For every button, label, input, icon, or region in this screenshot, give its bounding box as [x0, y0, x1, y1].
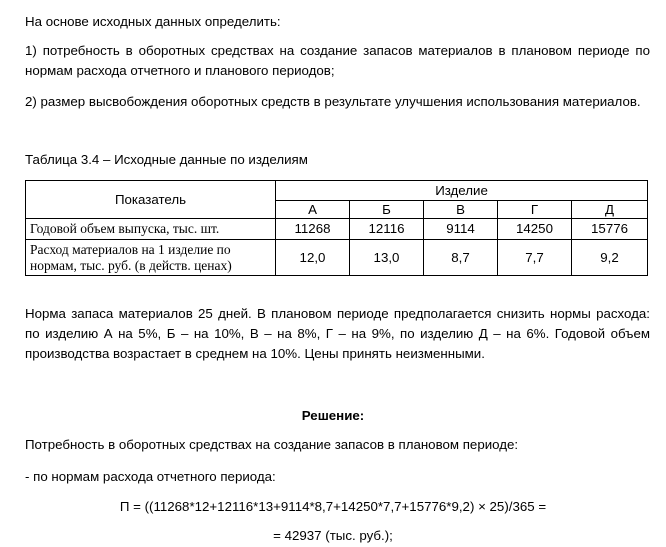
cell-value: 9,2 [572, 240, 648, 276]
product-col-g: Г [498, 201, 572, 219]
solution-heading: Решение: [301, 408, 365, 423]
cell-value: 14250 [498, 219, 572, 240]
row-label-output: Годовой объем выпуска, тыс. шт. [26, 219, 276, 240]
indicator-header: Показатель [26, 181, 276, 219]
cell-value: 7,7 [498, 240, 572, 276]
conditions-text: Норма запаса материалов 25 дней. В плановом периоде предполагается снизить нормы расхода: по изделию А на 5%, Б – на 10%, В – на 8%, Г – на 9%, по изделию Д – на 6%. Годовой объем производства возрастает в среднем на 10%. Цены принять неизменными. [25, 306, 650, 361]
table-row [26, 240, 648, 276]
row-label-material-rate: Расход материалов на 1 изделие по нормам, тыс. руб. (в действ. ценах) [26, 240, 276, 276]
product-header: Изделие [276, 181, 648, 201]
cell-value: 12,0 [276, 240, 350, 276]
cell-value: 13,0 [350, 240, 424, 276]
product-col-a: А [276, 201, 350, 219]
solution-line-1: Потребность в оборотных средствах на создание запасов в плановом периоде: [25, 437, 519, 452]
intro-text: На основе исходных данных определить: [25, 14, 281, 29]
source-data-table [25, 180, 648, 276]
solution-formula: П = ((11268*12+12116*13+9114*8,7+14250*7,7+15776*9,2) × 25)/365 = [119, 499, 547, 514]
cell-value: 8,7 [424, 240, 498, 276]
product-col-d: Д [572, 201, 648, 219]
cell-value: 11268 [276, 219, 350, 240]
task-2: 2) размер высвобождения оборотных средств в результате улучшения использования материалов. [25, 94, 641, 109]
table-caption: Таблица 3.4 – Исходные данные по изделиям [25, 152, 308, 167]
solution-result: = 42937 (тыс. руб.); [273, 528, 393, 543]
task-1: 1) потребность в оборотных средствах на создание запасов материалов в плановом периоде по нормам расхода отчетного и планового периодов; [25, 43, 650, 78]
product-col-b: Б [350, 201, 424, 219]
cell-value: 12116 [350, 219, 424, 240]
cell-value: 9114 [424, 219, 498, 240]
solution-line-2: - по нормам расхода отчетного периода: [25, 469, 276, 484]
table-row [26, 219, 648, 240]
cell-value: 15776 [572, 219, 648, 240]
product-col-v: В [424, 201, 498, 219]
